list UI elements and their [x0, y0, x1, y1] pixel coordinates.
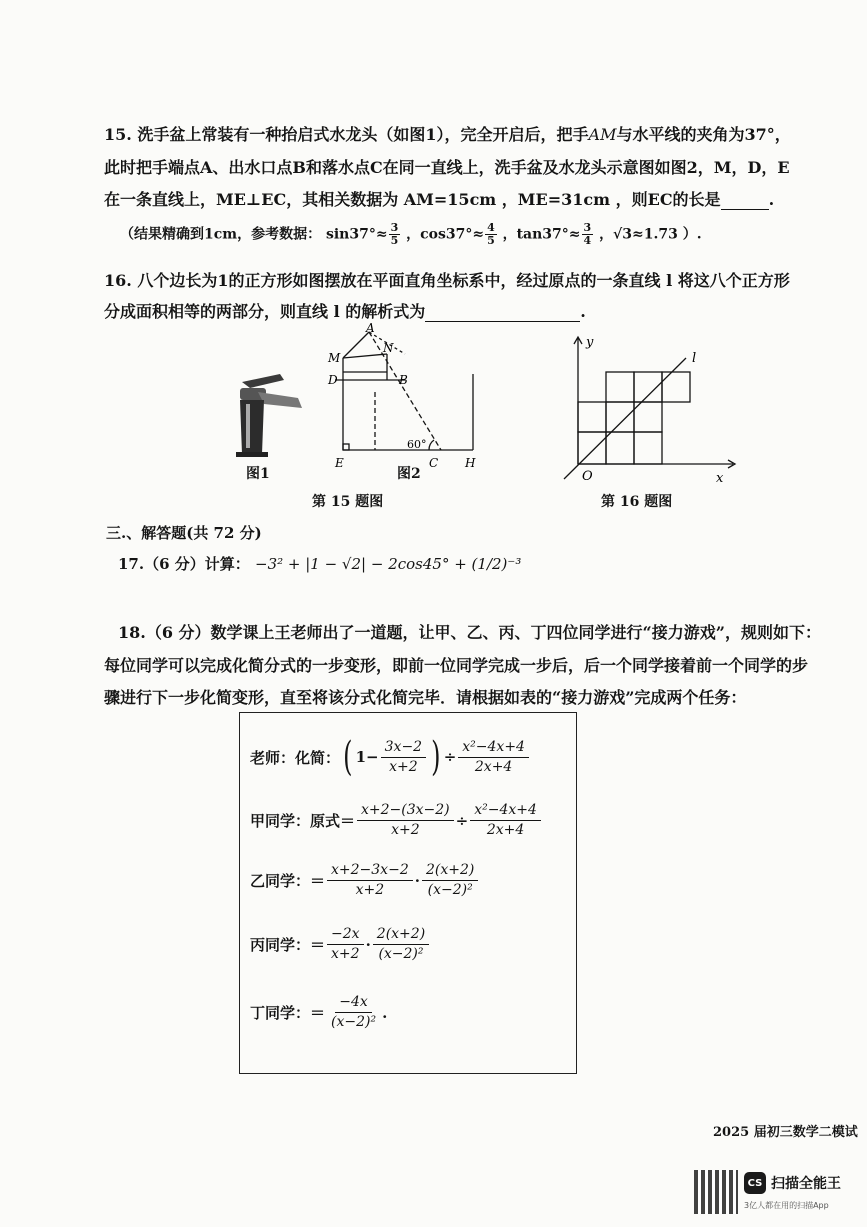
label-l: l	[692, 351, 697, 366]
q15-line2: 此时把手端点A、出水口点B和落水点C在同一直线上，洗手盆及水龙头示意图如图2，M，D，E	[104, 158, 790, 177]
q18-line2: 每位同学可以完成化简分式的一步变形，即前一位同学完成一步后，后一个同学接着前一个同学的步	[104, 656, 809, 675]
label-x: x	[716, 471, 724, 486]
label-E: E	[335, 456, 344, 470]
label-y: y	[586, 335, 594, 350]
scanner-logo: CS	[744, 1172, 766, 1194]
row-teacher: 老师：化简： ( 1− 3x−2 x+2 ) ÷ x²−4x+4 2x+4	[250, 737, 531, 777]
q15-answer-blank	[721, 209, 769, 210]
q15-line1: 15. 洗手盆上常装有一种抬启式水龙头（如图1），完全开启后，把手AM与水平线的夹角为37°，	[104, 125, 791, 144]
label-N: N	[383, 341, 394, 355]
q15-line3: 在一条直线上，ME⊥EC，其相关数据为 AM=15cm ，ME=31cm ，则EC的长是 .	[104, 190, 775, 209]
relay-table	[239, 712, 577, 1074]
faucet-figure	[228, 368, 308, 460]
footer-title: 2025 届初三数学二模试	[713, 1125, 858, 1140]
label-A: A	[366, 322, 375, 335]
q15-note: （结果精确到1cm，参考数据： sin37°≈ $\frac{3}{5}$ ，cos37°≈ $\frac{4}{5}$ ，tan37°≈ $\frac{3}{4}$ ，√3≈1.73 ）.	[120, 221, 702, 247]
label-H: H	[465, 456, 476, 470]
row-bing: 丙同学：＝ −2x x+2 · 2(x+2) (x−2)²	[250, 925, 431, 964]
q18-line3: 骤进行下一步化简变形，直至将该分式化简完毕．请根据如表的“接力游戏”完成两个任务：	[104, 688, 747, 707]
row-yi: 乙同学：＝ x+2−3x−2 x+2 · 2(x+2) (x−2)²	[250, 861, 480, 900]
row-jia: 甲同学：原式＝ x+2−(3x−2) x+2 ÷ x²−4x+4 2x+4	[250, 801, 543, 840]
label-M: M	[328, 351, 341, 365]
label-C: C	[429, 456, 439, 470]
label-angle: 60°	[407, 438, 427, 451]
label-O: O	[582, 469, 593, 484]
scanner-sub: 3亿人都在用的扫描App	[744, 1201, 829, 1210]
fig2-label: 图2	[397, 466, 421, 482]
q18-line1: 18.（6 分）数学课上王老师出了一道题，让甲、乙、丙、丁四位同学进行“接力游戏”，规则如下：	[118, 623, 821, 642]
fig16-diagram	[558, 334, 738, 486]
qr-code	[694, 1170, 738, 1214]
fig15-caption: 第 15 题图	[312, 494, 384, 510]
scanner-name: 扫描全能王	[771, 1176, 841, 1192]
q17: 17.（6 分）计算： −3² + |1 − √2| − 2cos45° + (1/2)⁻³	[118, 555, 522, 573]
q16-line1: 16. 八个边长为1的正方形如图摆放在平面直角坐标系中，经过原点的一条直线 l 将这八个正方形	[104, 271, 790, 290]
row-ding: 丁同学：＝ −4x (x−2)² .	[250, 994, 388, 1030]
q16-line2: 分成面积相等的两部分，则直线 l 的解析式为 .	[104, 302, 586, 321]
label-D: D	[328, 373, 338, 387]
fig16-caption: 第 16 题图	[601, 494, 673, 510]
fig1-label: 图1	[246, 466, 270, 482]
section-title: 三.、解答题(共 72 分)	[106, 524, 262, 542]
fig2-diagram	[325, 322, 485, 472]
label-B: B	[399, 373, 408, 387]
